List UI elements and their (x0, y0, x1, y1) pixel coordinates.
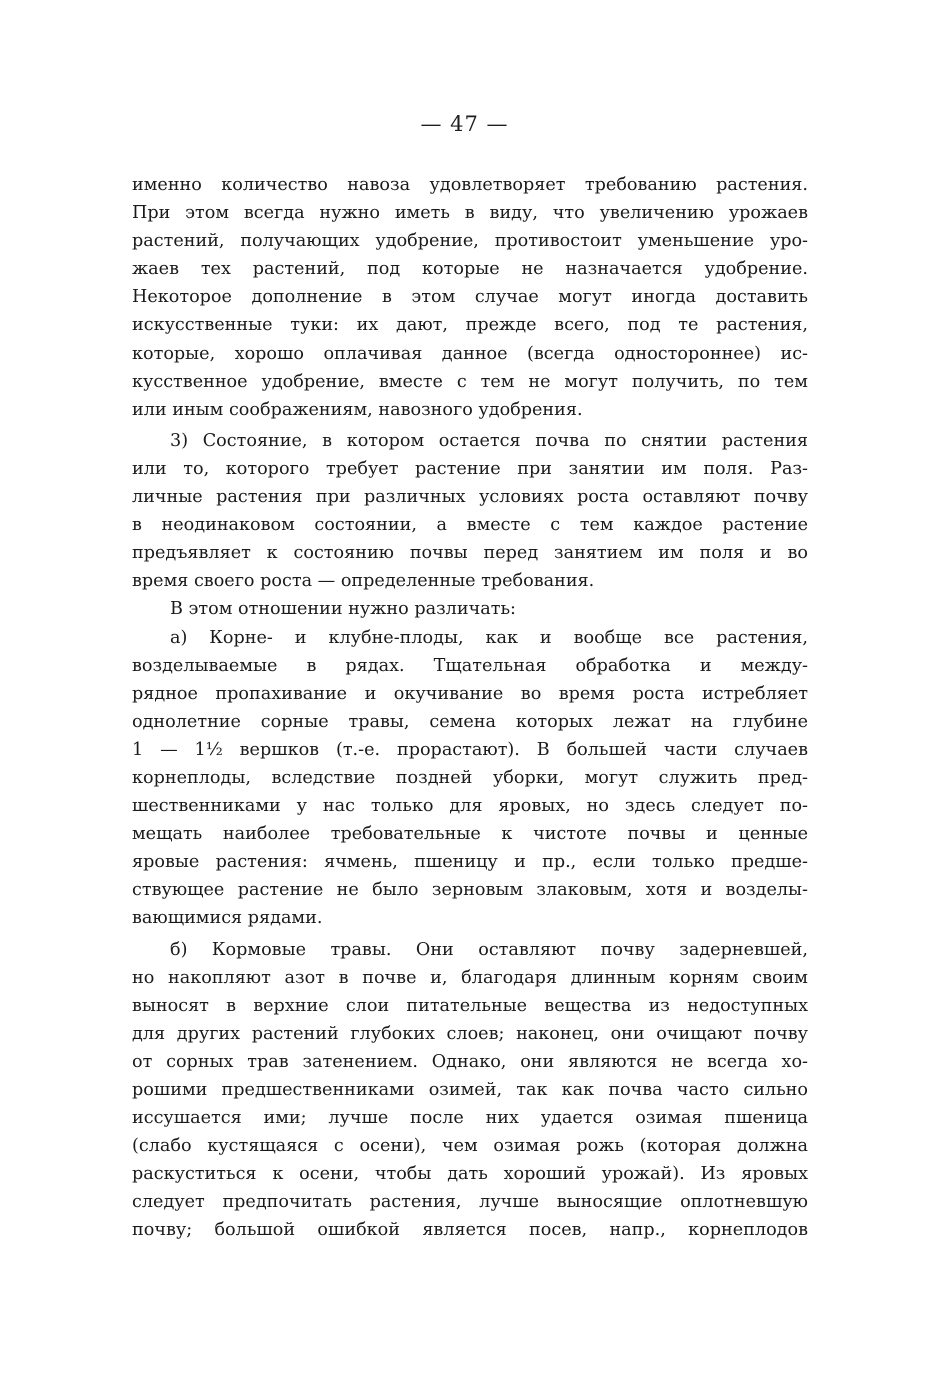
text-line: личные растения при различных условиях роста оставляют почву (132, 487, 808, 508)
paragraph-end-line: время своего роста — определенные требования. (132, 571, 595, 592)
text-line: иссушается ими; лучше после них удается озимая пшеница (132, 1108, 808, 1129)
text-line: 1 — 1½ вершков (т.-е. прорастают). В большей части случаев (132, 739, 808, 760)
text-line: ствующее растение не было зерновым злаковым, хотя и возделы- (132, 880, 808, 901)
text-line: жаев тех растений, под которые не назначается удобрение. (132, 259, 808, 280)
text-line: раскуститься к осени, чтобы дать хороший урожай). Из яровых (132, 1164, 808, 1185)
text-line: кусственное удобрение, вместе с тем не могут получить, по тем (132, 371, 808, 392)
paragraph-end-line: вающимися рядами. (132, 908, 323, 929)
text-line: следует предпочитать растения, лучше выносящие оплотневшую (132, 1192, 808, 1213)
text-line: При этом всегда нужно иметь в виду, что увеличению урожаев (132, 203, 808, 224)
paragraph-start-line: б) Кормовые травы. Они оставляют почву задерневшей, (170, 939, 808, 960)
text-line: для других растений глубоких слоев; наконец, они очищают почву (132, 1023, 808, 1044)
text-line: от сорных трав затенением. Однако, они являются не всегда хо- (132, 1051, 808, 1072)
text-line: возделываемые в рядах. Тщательная обработка и между- (132, 655, 808, 676)
text-line: предъявляет к состоянию почвы перед занятием им поля и во (132, 543, 808, 564)
paragraph-end-line: или иным соображениям, навозного удобрения. (132, 399, 583, 420)
text-line: но накопляют азот в почве и, благодаря длинным корням своим (132, 967, 808, 988)
text-line: (слабо кустящаяся с осени), чем озимая рожь (которая должна (132, 1136, 808, 1157)
text-line: которые, хорошо оплачивая данное (всегда одностороннее) ис- (132, 343, 808, 364)
text-line: Некоторое дополнение в этом случае могут иногда доставить (132, 287, 808, 308)
paragraph-start-line: а) Корне- и клубне-плоды, как и вообще все растения, (170, 627, 808, 648)
text-line: растений, получающих удобрение, противостоит уменьшение уро- (132, 231, 808, 252)
paragraph-start-line: 3) Состояние, в котором остается почва по снятии растения (170, 430, 808, 451)
text-line: корнеплоды, вследствие поздней уборки, могут служить пред- (132, 767, 808, 788)
paragraph-single-line: В этом отношении нужно различать: (170, 599, 516, 620)
text-line: мещать наиболее требовательные к чистоте почвы и ценные (132, 824, 808, 845)
text-line: почву; большой ошибкой является посев, напр., корнеплодов (132, 1220, 808, 1241)
text-line: рошими предшественниками озимей, так как почва часто сильно (132, 1080, 808, 1100)
body-text (132, 171, 808, 1245)
text-line: яровые растения: ячмень, пшеницу и пр., если только предше- (132, 852, 808, 873)
text-line: выносят в верхние слои питательные вещества из недоступных (132, 995, 808, 1016)
text-line: однолетние сорные травы, семена которых лежат на глубине (132, 711, 808, 732)
text-line: или то, которого требует растение при занятии им поля. Раз- (132, 458, 808, 479)
text-line: именно количество навоза удовлетворяет требованию растения. (132, 175, 808, 195)
text-line: в неодинаковом состоянии, а вместе с тем каждое растение (132, 515, 808, 536)
text-line: рядное пропахивание и окучивание во время роста истребляет (132, 683, 808, 704)
text-line: шественниками у нас только для яровых, но здесь следует по- (132, 796, 808, 817)
text-line: искусственные туки: их дают, прежде всего, под те растения, (132, 315, 808, 336)
page-number: — 47 — (420, 112, 509, 136)
